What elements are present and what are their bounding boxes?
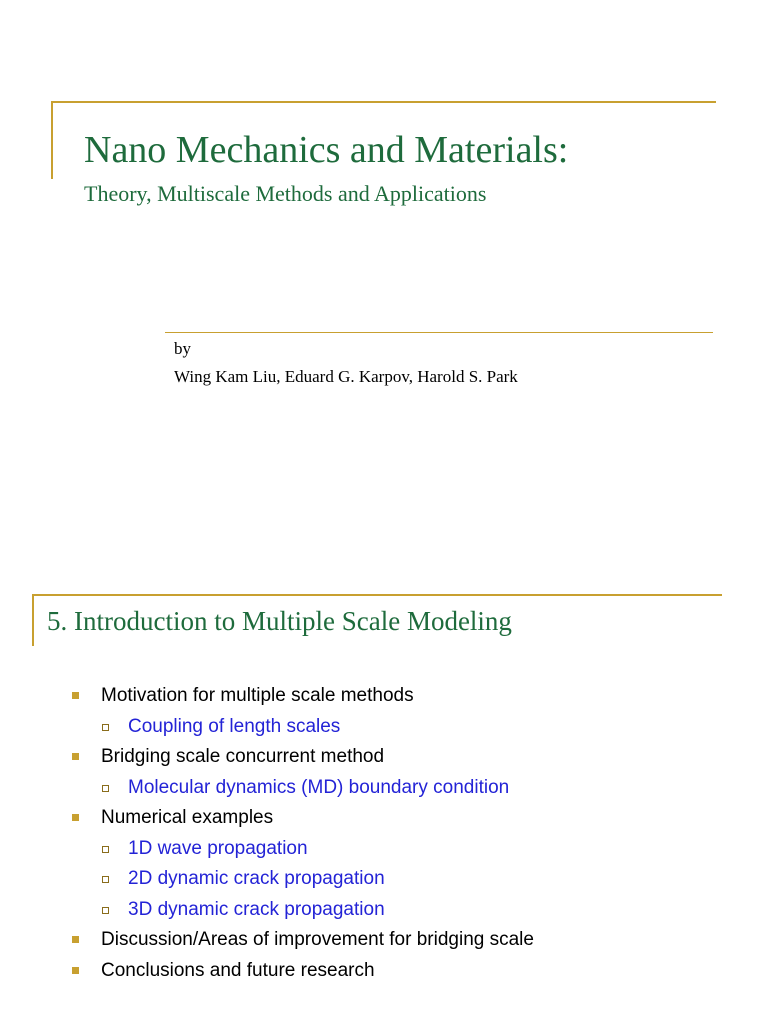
outline-subitem-text: 2D dynamic crack propagation (128, 868, 385, 889)
square-bullet-icon (72, 936, 79, 943)
outline-subitem-text: Molecular dynamics (MD) boundary condition (128, 776, 510, 798)
outline-item (0, 803, 768, 834)
main-title: Nano Mechanics and Materials: (84, 129, 569, 171)
outline-subitem-text: Coupling of length scales (128, 715, 341, 737)
outline-item-text: Discussion/Areas of improvement for bridging scale (101, 929, 534, 950)
hollow-square-bullet-icon (102, 876, 109, 883)
outline-subitem-text: 1D wave propagation (128, 837, 308, 859)
outline-subitem-text: 3D dynamic crack propagation (128, 898, 385, 920)
outline-item-text: Motivation for multiple scale methods (101, 685, 414, 706)
outline-item (0, 925, 768, 956)
outline-list (0, 681, 768, 986)
outline-item-text: Bridging scale concurrent method (101, 746, 385, 767)
authors: Wing Kam Liu, Eduard G. Karpov, Harold S. Park (174, 367, 518, 386)
section-title: 5. Introduction to Multiple Scale Modeling (47, 606, 512, 636)
square-bullet-icon (72, 753, 79, 760)
outline-subitem (0, 895, 768, 926)
square-bullet-icon (72, 692, 79, 699)
outline-item (0, 956, 768, 987)
hollow-square-bullet-icon (102, 724, 109, 731)
subtitle: Theory, Multiscale Methods and Applications (84, 181, 487, 206)
outline-item (0, 742, 768, 773)
section-frame-left-rule (32, 594, 34, 646)
hollow-square-bullet-icon (102, 785, 109, 792)
author-divider (165, 332, 713, 333)
title-frame-top-rule (51, 101, 716, 103)
title-frame-left-rule (51, 101, 53, 179)
outline-item (0, 681, 768, 712)
outline-subitem (0, 834, 768, 865)
square-bullet-icon (72, 814, 79, 821)
outline-subitem (0, 712, 768, 743)
outline-item-text: Conclusions and future research (101, 959, 375, 981)
outline-subitem (0, 773, 768, 804)
hollow-square-bullet-icon (102, 846, 109, 853)
by-label: by (174, 339, 191, 358)
hollow-square-bullet-icon (102, 907, 109, 914)
outline-item-text: Numerical examples (101, 807, 274, 828)
outline-subitem (0, 864, 768, 895)
section-frame-top-rule (32, 594, 722, 596)
square-bullet-icon (72, 967, 79, 974)
